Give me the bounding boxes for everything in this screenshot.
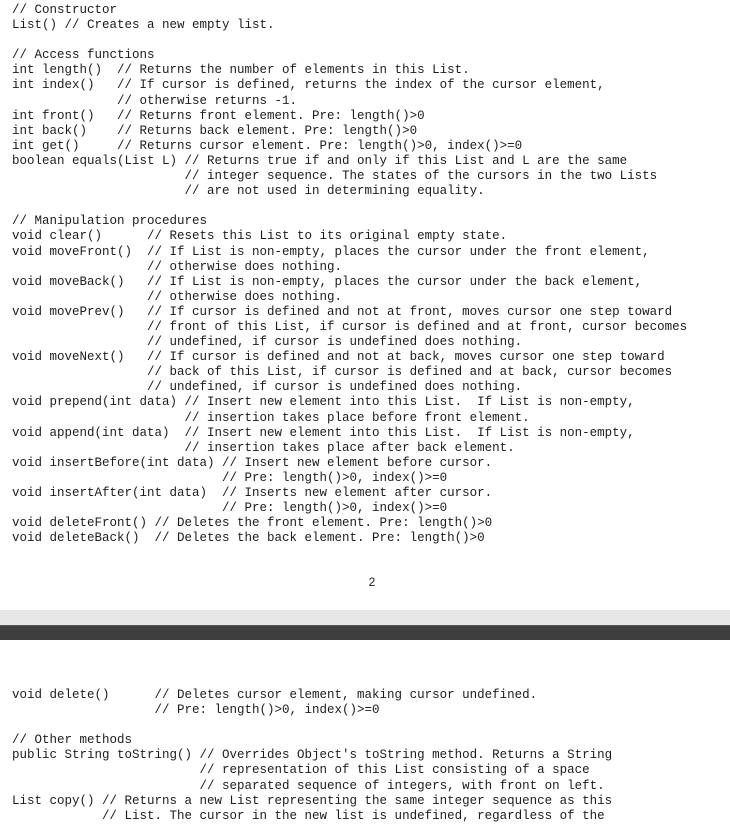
code-line: // List. The cursor in the new list is undefined, regardless of the — [12, 808, 605, 823]
code-line — [12, 199, 687, 214]
code-line: // insertion takes place after back element. — [12, 440, 515, 455]
page-separator-bar — [0, 625, 730, 641]
code-line: // Pre: length()>0, index()>=0 — [12, 703, 380, 718]
code-line: int index() // If cursor is defined, returns the index of the cursor element, — [12, 78, 605, 93]
code-line: // otherwise does nothing. — [12, 289, 343, 304]
code-line: // Constructor — [12, 3, 118, 17]
code-line: int back() // Returns back element. Pre: length()>0 — [12, 123, 418, 138]
document-page-3 — [0, 640, 730, 823]
code-line: void moveNext() // If cursor is defined and not at back, moves cursor one step toward — [12, 350, 665, 365]
code-line: // Pre: length()>0, index()>=0 — [12, 470, 448, 485]
code-line: int front() // Returns front element. Pre: length()>0 — [12, 108, 425, 123]
code-line: // otherwise returns -1. — [12, 93, 298, 108]
code-line: // Access functions — [12, 48, 155, 63]
code-line: // Pre: length()>0, index()>=0 — [12, 501, 448, 516]
code-line — [12, 33, 687, 48]
code-line: List copy() // Returns a new List representing the same integer sequence as this — [12, 793, 613, 808]
page-number: 2 — [368, 575, 376, 589]
code-line: // Manipulation procedures — [12, 214, 208, 229]
code-line: void prepend(int data) // Insert new element into this List. If List is non-empty, — [12, 395, 635, 410]
code-line: // Other methods — [12, 733, 133, 748]
code-line — [12, 718, 612, 733]
code-line: void insertAfter(int data) // Inserts new element after cursor. — [12, 486, 493, 500]
code-line: // undefined, if cursor is undefined does nothing. — [12, 335, 523, 350]
code-line: void moveFront() // If List is non-empty, places the cursor under the front element, — [12, 244, 650, 259]
code-line: // insertion takes place before front element. — [12, 410, 530, 425]
code-line: void movePrev() // If cursor is defined and not at front, moves cursor one step toward — [12, 304, 673, 319]
code-line: // undefined, if cursor is undefined does nothing. — [12, 380, 523, 395]
code-line: // otherwise does nothing. — [12, 259, 343, 274]
code-line: // back of this List, if cursor is defined and at back, cursor becomes — [12, 365, 673, 380]
code-line: // are not used in determining equality. — [12, 184, 485, 199]
code-line: // representation of this List consisting of a space — [12, 763, 590, 778]
code-line: void deleteFront() // Deletes the front element. Pre: length()>0 — [12, 516, 493, 531]
code-line: int length() // Returns the number of elements in this List. — [12, 63, 470, 78]
code-line: // integer sequence. The states of the cursors in the two Lists — [12, 169, 658, 184]
code-block-bottom — [12, 688, 612, 824]
code-line: void delete() // Deletes cursor element, making cursor undefined. — [12, 688, 538, 702]
code-line: void insertBefore(int data) // Insert new element before cursor. — [12, 455, 493, 470]
code-line: // front of this List, if cursor is defined and at front, cursor becomes — [12, 319, 688, 334]
code-line: int get() // Returns cursor element. Pre: length()>0, index()>=0 — [12, 138, 523, 153]
code-line: void moveBack() // If List is non-empty, places the cursor under the back element, — [12, 274, 643, 289]
code-line: void clear() // Resets this List to its original empty state. — [12, 229, 508, 244]
code-line: // separated sequence of integers, with front on left. — [12, 778, 605, 793]
page-separator — [0, 610, 730, 640]
code-line: boolean equals(List L) // Returns true if and only if this List and L are the same — [12, 153, 628, 168]
code-line: void append(int data) // Insert new element into this List. If List is non-empty, — [12, 425, 635, 440]
code-line: public String toString() // Overrides Object's toString method. Returns a String — [12, 748, 613, 763]
code-line: void deleteBack() // Deletes the back element. Pre: length()>0 — [12, 531, 485, 546]
code-block-top — [12, 3, 687, 546]
code-line: List() // Creates a new empty list. — [12, 18, 275, 33]
